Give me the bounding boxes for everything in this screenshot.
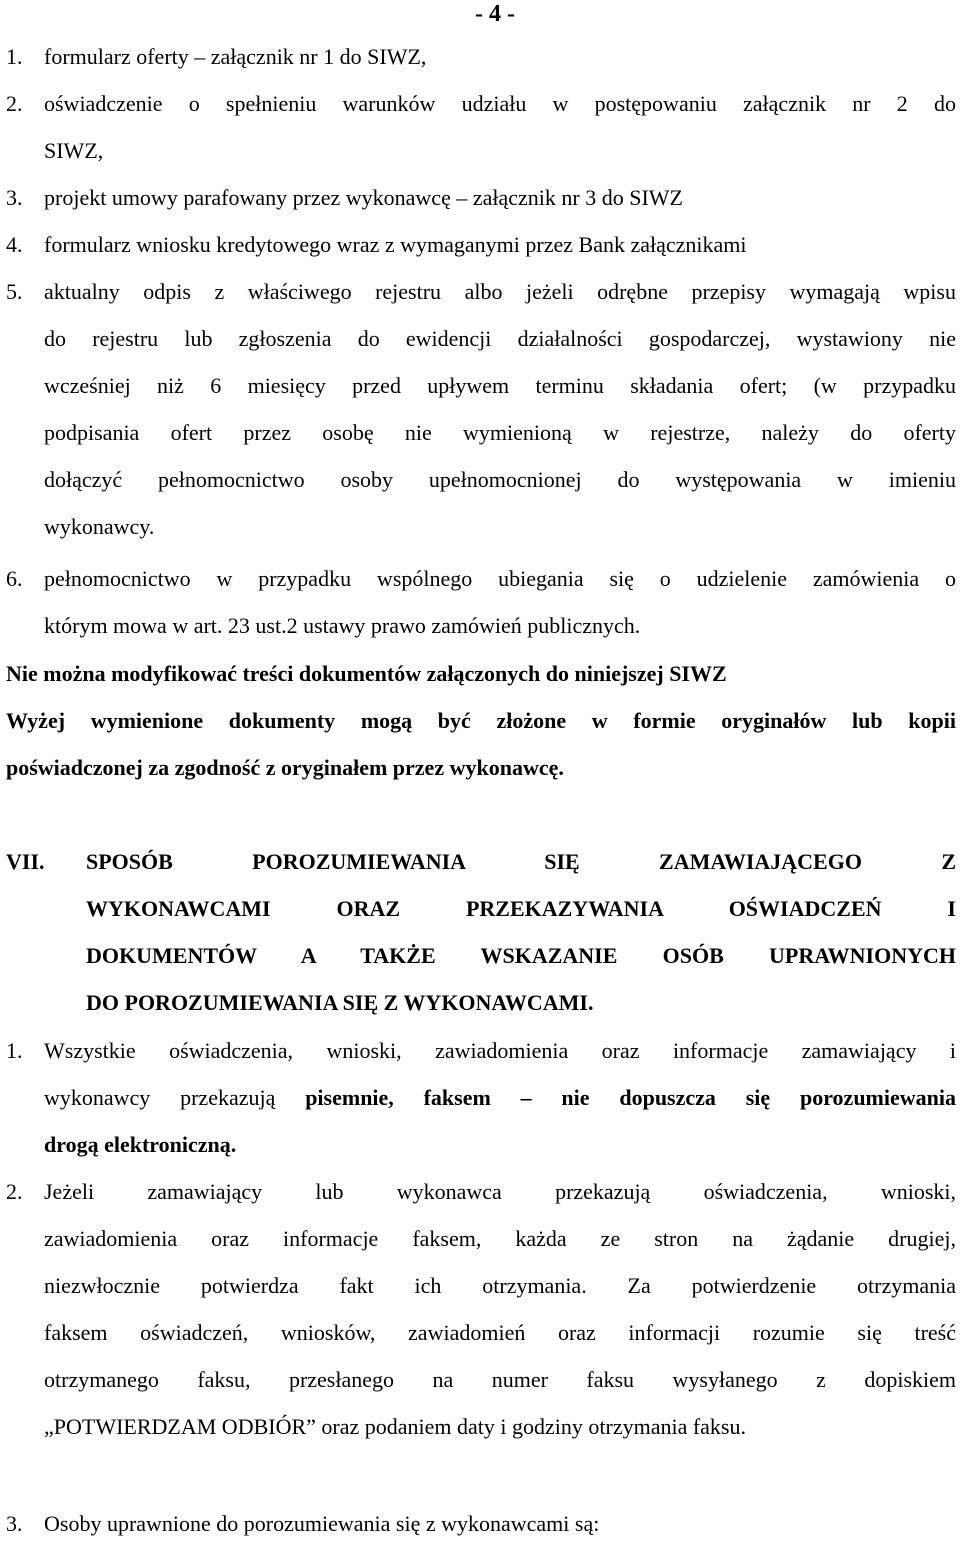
text-bold: pisemnie, faksem – nie dopuszcza się porozumiewania xyxy=(305,1085,956,1110)
list-item xyxy=(6,1168,956,1450)
item-number: 3. xyxy=(6,1511,23,1536)
list-item xyxy=(6,221,956,268)
text-line: do rejestru lub zgłoszenia do ewidencji działalności gospodarczej, wystawiony nie xyxy=(44,326,956,351)
item-text xyxy=(44,1027,956,1168)
list-item xyxy=(6,80,956,174)
heading-line: DOKUMENTÓW A TAKŻE WSKAZANIE OSÓB UPRAWNIONYCH xyxy=(86,943,956,968)
item-number: 1. xyxy=(6,1038,23,1063)
text-line: otrzymanego faksu, przesłanego na numer faksu wysyłanego z dopiskiem xyxy=(44,1367,956,1392)
item-text xyxy=(44,268,956,550)
text-line: faksem oświadczeń, wniosków, zawiadomień oraz informacji rozumie się treść xyxy=(44,1320,956,1345)
list-item xyxy=(6,268,956,550)
text-line: którym mowa w art. 23 ust.2 ustawy prawo zamówień publicznych. xyxy=(44,613,641,638)
list-item xyxy=(6,1027,956,1168)
heading-line: WYKONAWCAMI ORAZ PRZEKAZYWANIA OŚWIADCZEŃ I xyxy=(86,896,956,921)
section-heading xyxy=(6,838,956,1026)
text-line xyxy=(44,1074,956,1121)
list-item xyxy=(6,555,956,649)
text-line: wykonawcy. xyxy=(44,514,155,539)
item-text: formularz oferty – załącznik nr 1 do SIWZ, xyxy=(44,44,427,69)
item-text xyxy=(44,1168,956,1450)
item-number: 6. xyxy=(6,566,23,591)
text-line: „POTWIERDZAM ODBIÓR” oraz podaniem daty i godziny otrzymania faksu. xyxy=(44,1414,746,1439)
list-item xyxy=(6,33,956,80)
item-number: 1. xyxy=(6,44,23,69)
text-line: aktualny odpis z właściwego rejestru albo jeżeli odrębne przepisy wymagają wpisu xyxy=(44,279,956,304)
text-plain: wykonawcy przekazują xyxy=(44,1085,306,1110)
text-line: dołączyć pełnomocnictwo osoby upełnomocnionej do występowania w imieniu xyxy=(44,467,956,492)
text-line: zawiadomienia oraz informacje faksem, każda ze stron na żądanie drugiej, xyxy=(44,1226,956,1251)
item-number: 3. xyxy=(6,185,23,210)
bold-note: poświadczonej za zgodność z oryginałem przez wykonawcę. xyxy=(6,755,564,780)
text-line: SIWZ, xyxy=(44,138,104,163)
text-line: Wszystkie oświadczenia, wnioski, zawiadomienia oraz informacje zamawiający i xyxy=(44,1038,956,1063)
section-number: VII. xyxy=(6,849,45,874)
page-number: - 4 - xyxy=(475,1,515,27)
text-line: wcześniej niż 6 miesięcy przed upływem terminu składania ofert; (w przypadku xyxy=(44,373,956,398)
section-title xyxy=(86,838,956,1026)
item-text: projekt umowy parafowany przez wykonawcę – załącznik nr 3 do SIWZ xyxy=(44,185,683,210)
list-item xyxy=(6,1500,956,1547)
item-text xyxy=(44,80,956,174)
list-item xyxy=(6,174,956,221)
bold-note: Nie można modyfikować treści dokumentów załączonych do niniejszej SIWZ xyxy=(6,661,727,686)
text-line: drogą elektroniczną. xyxy=(44,1132,237,1157)
item-number: 4. xyxy=(6,232,23,257)
text-line: pełnomocnictwo w przypadku wspólnego ubiegania się o udzielenie zamówienia o xyxy=(44,566,956,591)
text-line: oświadczenie o spełnieniu warunków udziału w postępowaniu załącznik nr 2 do xyxy=(44,91,956,116)
item-number: 2. xyxy=(6,1179,23,1204)
text-line: Jeżeli zamawiający lub wykonawca przekazują oświadczenia, wnioski, xyxy=(44,1179,956,1204)
item-number: 2. xyxy=(6,91,23,116)
item-text: formularz wniosku kredytowego wraz z wymaganymi przez Bank załącznikami xyxy=(44,232,747,257)
text-line: podpisania ofert przez osobę nie wymienioną w rejestrze, należy do oferty xyxy=(44,420,956,445)
heading-line: SPOSÓB POROZUMIEWANIA SIĘ ZAMAWIAJĄCEGO Z xyxy=(86,849,956,874)
item-number: 5. xyxy=(6,279,23,304)
text-line: niezwłocznie potwierdza fakt ich otrzymania. Za potwierdzenie otrzymania xyxy=(44,1273,956,1298)
item-text: Osoby uprawnione do porozumiewania się z wykonawcami są: xyxy=(44,1511,600,1536)
bold-note: Wyżej wymienione dokumenty mogą być złożone w formie oryginałów lub kopii xyxy=(6,708,956,733)
heading-line: DO POROZUMIEWANIA SIĘ Z WYKONAWCAMI. xyxy=(86,990,594,1015)
item-text xyxy=(44,555,956,649)
